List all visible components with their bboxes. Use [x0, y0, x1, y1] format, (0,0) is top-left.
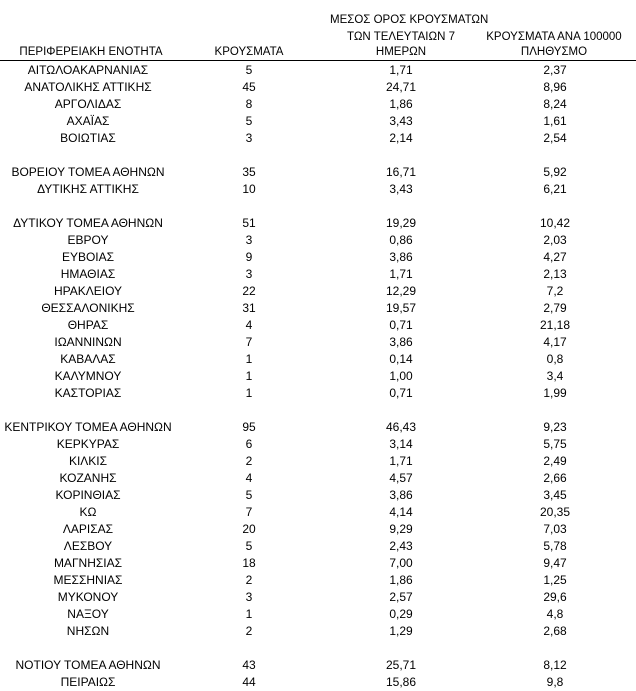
per100k-cell: 4,8	[546, 607, 564, 621]
region-cell: ΛΑΡΙΣΑΣ	[62, 522, 114, 536]
cases-cell: 1	[245, 386, 253, 400]
table-row	[0, 470, 636, 487]
cases-cell: 2	[245, 624, 253, 638]
table-row	[0, 130, 636, 147]
table-row	[0, 334, 636, 351]
region-cell: ΚΟΡΙΝΘΙΑΣ	[55, 488, 121, 502]
avg7-cell: 3,43	[389, 114, 413, 128]
per100k-cell: 8,24	[543, 97, 567, 111]
cases-cell: 3	[245, 267, 253, 281]
avg7-cell: 3,43	[389, 182, 413, 196]
per100k-cell: 1,99	[543, 386, 567, 400]
cases-cell: 4	[245, 471, 253, 485]
per100k-cell: 5,92	[543, 165, 567, 179]
avg7-cell: 24,71	[385, 80, 417, 94]
cases-cell: 5	[245, 63, 253, 77]
cases-cell: 35	[242, 165, 256, 179]
avg7-cell: 3,14	[389, 437, 413, 451]
per100k-cell: 9,47	[543, 556, 567, 570]
table-row	[0, 606, 636, 623]
per100k-cell: 9,23	[543, 420, 567, 434]
table-row	[0, 79, 636, 96]
region-cell: ΙΩΑΝΝΙΝΩΝ	[54, 335, 122, 349]
avg7-cell: 2,43	[389, 539, 413, 553]
table-row	[0, 181, 636, 198]
cases-cell: 1	[245, 369, 253, 383]
table-row	[0, 317, 636, 334]
cases-cell: 31	[242, 301, 256, 315]
table-row	[0, 368, 636, 385]
per100k-cell: 2,66	[543, 471, 567, 485]
avg7-cell: 19,57	[385, 301, 417, 315]
region-cell: ΗΡΑΚΛΕΙΟΥ	[53, 284, 123, 298]
table-row	[0, 266, 636, 283]
cases-cell: 10	[242, 182, 256, 196]
cases-cell: 1	[245, 352, 253, 366]
avg7-cell: 0,29	[389, 607, 413, 621]
region-cell: ΘΗΡΑΣ	[67, 318, 109, 332]
table-row	[0, 164, 636, 181]
per100k-cell: 10,42	[539, 216, 571, 230]
per100k-cell: 3,4	[546, 369, 564, 383]
table-row	[0, 572, 636, 589]
cases-cell: 5	[245, 539, 253, 553]
cases-cell: 5	[245, 488, 253, 502]
region-cell: ΛΕΣΒΟΥ	[63, 539, 113, 553]
per100k-cell: 2,68	[543, 624, 567, 638]
table-row	[0, 419, 636, 436]
avg7-cell: 15,86	[385, 675, 417, 689]
header-per100k-line2: ΠΛΗΘΥΣΜΟ	[520, 46, 588, 58]
avg7-cell: 7,00	[389, 556, 413, 570]
table-row	[0, 96, 636, 113]
avg7-cell: 1,71	[389, 63, 413, 77]
cases-cell: 95	[242, 420, 256, 434]
region-cell: ΠΕΙΡΑΙΩΣ	[60, 675, 116, 689]
per100k-cell: 9,8	[546, 675, 564, 689]
region-cell: ΑΧΑΪΑΣ	[66, 114, 110, 128]
region-cell: ΔΥΤΙΚΟΥ ΤΟΜΕΑ ΑΘΗΝΩΝ	[13, 216, 163, 230]
avg7-cell: 1,71	[389, 454, 413, 468]
per100k-cell: 6,21	[543, 182, 567, 196]
table-row	[0, 385, 636, 402]
region-cell: ΑΡΓΟΛΙΔΑΣ	[54, 97, 122, 111]
per100k-cell: 8,12	[543, 658, 567, 672]
avg7-cell: 2,57	[389, 590, 413, 604]
region-cell: ΚΩ	[79, 505, 97, 519]
region-cell: ΚΕΝΤΡΙΚΟΥ ΤΟΜΕΑ ΑΘΗΝΩΝ	[4, 420, 172, 434]
region-cell: ΝΑΞΟΥ	[67, 607, 109, 621]
table-row	[0, 113, 636, 130]
table-row	[0, 232, 636, 249]
header-avg-line1: ΜΕΣΟΣ ΟΡΟΣ ΚΡΟΥΣΜΑΤΩΝ	[330, 14, 489, 26]
table-row	[0, 538, 636, 555]
per100k-cell: 5,78	[543, 539, 567, 553]
region-cell: ΘΕΣΣΑΛΟΝΙΚΗΣ	[41, 301, 135, 315]
cases-cell: 2	[245, 454, 253, 468]
table-row	[0, 589, 636, 606]
avg7-cell: 4,57	[389, 471, 413, 485]
header-cases: ΚΡΟΥΣΜΑΤΑ	[214, 46, 284, 58]
header-region: ΠΕΡΙΦΕΡΕΙΑΚΗ ΕΝΟΤΗΤΑ	[19, 46, 163, 58]
cases-cell: 20	[242, 522, 256, 536]
avg7-cell: 16,71	[385, 165, 417, 179]
avg7-cell: 1,00	[389, 369, 413, 383]
per100k-cell: 4,27	[543, 250, 567, 264]
cases-cell: 8	[245, 97, 253, 111]
region-cell: ΒΟΙΩΤΙΑΣ	[60, 131, 116, 145]
per100k-cell: 2,79	[543, 301, 567, 315]
per100k-cell: 2,37	[543, 63, 567, 77]
cases-cell: 1	[245, 607, 253, 621]
region-cell: ΜΥΚΟΝΟΥ	[57, 590, 119, 604]
table-row	[0, 623, 636, 640]
table-row	[0, 555, 636, 572]
per100k-cell: 2,49	[543, 454, 567, 468]
per100k-cell: 7,03	[543, 522, 567, 536]
table-row	[0, 351, 636, 368]
header-per100k-line1: ΚΡΟΥΣΜΑΤΑ ΑΝΑ 100000	[486, 31, 622, 43]
per100k-cell: 2,03	[543, 233, 567, 247]
region-cell: ΝΟΤΙΟΥ ΤΟΜΕΑ ΑΘΗΝΩΝ	[15, 658, 161, 672]
table-row	[0, 300, 636, 317]
per100k-cell: 7,2	[546, 284, 564, 298]
region-cell: ΚΕΡΚΥΡΑΣ	[56, 437, 120, 451]
region-cell: ΜΕΣΣΗΝΙΑΣ	[53, 573, 123, 587]
header-avg-line3: ΗΜΕΡΩΝ	[375, 46, 427, 58]
per100k-cell: 1,61	[543, 114, 567, 128]
table-row	[0, 62, 636, 79]
cases-cell: 43	[242, 658, 256, 672]
region-cell: ΚΑΒΑΛΑΣ	[60, 352, 116, 366]
avg7-cell: 0,71	[389, 386, 413, 400]
table-row	[0, 487, 636, 504]
avg7-cell: 3,86	[389, 488, 413, 502]
cases-cell: 9	[245, 250, 253, 264]
region-cell: ΕΥΒΟΙΑΣ	[61, 250, 115, 264]
region-cell: ΜΑΓΝΗΣΙΑΣ	[53, 556, 123, 570]
per100k-cell: 29,6	[543, 590, 567, 604]
region-cell: ΑΙΤΩΛΟΑΚΑΡΝΑΝΙΑΣ	[27, 63, 149, 77]
region-cell: ΚΟΖΑΝΗΣ	[59, 471, 117, 485]
table-row	[0, 436, 636, 453]
per100k-cell: 4,17	[543, 335, 567, 349]
table-row	[0, 657, 636, 674]
per100k-cell: 21,18	[539, 318, 571, 332]
cases-cell: 7	[245, 335, 253, 349]
region-cell: ΕΒΡΟΥ	[67, 233, 109, 247]
avg7-cell: 0,86	[389, 233, 413, 247]
cases-cell: 6	[245, 437, 253, 451]
per100k-cell: 2,54	[543, 131, 567, 145]
cases-cell: 2	[245, 573, 253, 587]
header-divider	[0, 60, 636, 61]
cases-cell: 18	[242, 556, 256, 570]
region-cell: ΔΥΤΙΚΗΣ ΑΤΤΙΚΗΣ	[37, 182, 139, 196]
region-cell: ΒΟΡΕΙΟΥ ΤΟΜΕΑ ΑΘΗΝΩΝ	[11, 165, 165, 179]
region-cell: ΚΙΛΚΙΣ	[68, 454, 108, 468]
avg7-cell: 3,86	[389, 250, 413, 264]
avg7-cell: 25,71	[385, 658, 417, 672]
cases-cell: 51	[242, 216, 256, 230]
per100k-cell: 3,45	[543, 488, 567, 502]
cases-cell: 44	[242, 675, 256, 689]
avg7-cell: 4,14	[389, 505, 413, 519]
avg7-cell: 12,29	[385, 284, 417, 298]
cases-cell: 7	[245, 505, 253, 519]
region-cell: ΝΗΣΩΝ	[66, 624, 110, 638]
avg7-cell: 0,14	[389, 352, 413, 366]
avg7-cell: 1,86	[389, 97, 413, 111]
table-row	[0, 674, 636, 691]
per100k-cell: 2,13	[543, 267, 567, 281]
cases-cell: 4	[245, 318, 253, 332]
region-cell: ΚΑΛΥΜΝΟΥ	[54, 369, 122, 383]
per100k-cell: 0,8	[546, 352, 564, 366]
table-row	[0, 283, 636, 300]
table-row	[0, 215, 636, 232]
region-cell: ΗΜΑΘΙΑΣ	[60, 267, 116, 281]
avg7-cell: 1,29	[389, 624, 413, 638]
cases-cell: 5	[245, 114, 253, 128]
region-cell: ΚΑΣΤΟΡΙΑΣ	[54, 386, 122, 400]
header-avg-line2: ΤΩΝ ΤΕΛΕΥΤΑΙΩΝ 7	[347, 31, 455, 43]
avg7-cell: 46,43	[385, 420, 417, 434]
avg7-cell: 1,71	[389, 267, 413, 281]
per100k-cell: 8,96	[543, 80, 567, 94]
cases-cell: 45	[242, 80, 256, 94]
table-row	[0, 453, 636, 470]
per100k-cell: 20,35	[539, 505, 571, 519]
per100k-cell: 1,25	[543, 573, 567, 587]
cases-cell: 3	[245, 233, 253, 247]
avg7-cell: 1,86	[389, 573, 413, 587]
table-row	[0, 521, 636, 538]
cases-cell: 22	[242, 284, 256, 298]
table-row	[0, 504, 636, 521]
avg7-cell: 19,29	[385, 216, 417, 230]
avg7-cell: 3,86	[389, 335, 413, 349]
avg7-cell: 0,71	[389, 318, 413, 332]
cases-cell: 3	[245, 590, 253, 604]
per100k-cell: 5,75	[543, 437, 567, 451]
cases-cell: 3	[245, 131, 253, 145]
avg7-cell: 9,29	[389, 522, 413, 536]
region-cell: ΑΝΑΤΟΛΙΚΗΣ ΑΤΤΙΚΗΣ	[24, 80, 152, 94]
avg7-cell: 2,14	[389, 131, 413, 145]
table-row	[0, 249, 636, 266]
